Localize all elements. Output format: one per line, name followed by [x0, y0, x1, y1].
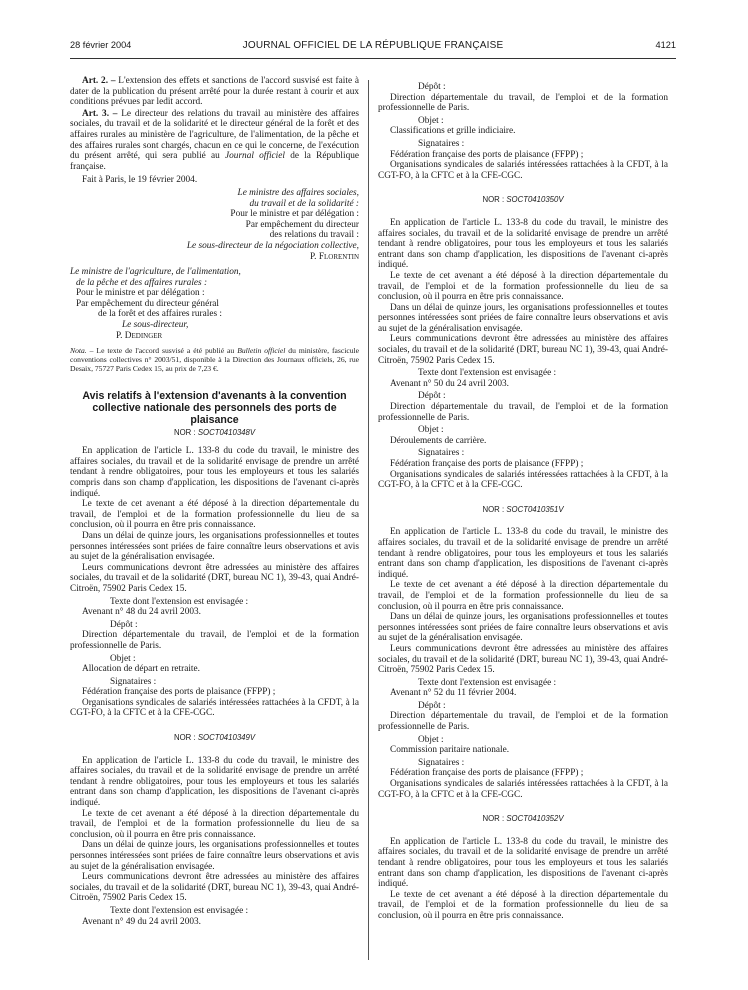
- sec1-signataire-2: Organisations syndicales de salariés intéressées rattachées à la CFDT, à la CGT-FO, à la CFTC et à la CFE-CGC.: [70, 697, 359, 719]
- article-3-number: Art. 3. –: [82, 108, 118, 119]
- sec3-objet: Déroulements de carrière.: [390, 435, 487, 446]
- sec1-label-objet: Objet :: [110, 653, 136, 664]
- nor-label: NOR :: [482, 195, 505, 205]
- sec2-paragraph-4: Leurs communications devront être adressées au ministère des affaires sociales, du travail et de la solidarité (DRT, bureau NC 1), 39-43, quai André-Citroën, 75902 Paris Cedex 15.: [70, 872, 359, 904]
- sec4-label-texte: Texte dont l'extension est envisagée :: [418, 677, 557, 688]
- sec4-signataire-1: Fédération française des ports de plaisance (FFPP) ;: [390, 768, 584, 779]
- article-3-end: de la République française.: [70, 151, 359, 172]
- top-label-signataires: Signataires :: [418, 138, 465, 149]
- nota-bulletin: Bulletin officiel: [237, 346, 286, 356]
- sec1-objet: Allocation de départ en retraite.: [82, 664, 200, 675]
- sec3-label-depot: Dépôt :: [418, 391, 446, 402]
- sec3-avenant: Avenant n° 50 du 24 avril 2003.: [390, 378, 509, 389]
- nor-ref-3: [378, 195, 668, 206]
- sec1-avenant: Avenant n° 48 du 24 avril 2003.: [82, 607, 201, 618]
- nor-code: SOCT0410348V: [197, 427, 256, 437]
- article-3: [70, 109, 359, 173]
- nota-note: [70, 347, 359, 373]
- nor-code: SOCT0410350V: [506, 195, 564, 205]
- sig1-line-3: Pour le ministre et par délégation :: [230, 209, 359, 220]
- sec3-label-objet: Objet :: [418, 425, 444, 436]
- sec1-label-depot: Dépôt :: [110, 619, 138, 630]
- sec4-paragraph-3: Dans un délai de quinze jours, les organisations professionnelles et toutes personnes intéressées sont priées de faire connaître leurs observations et avis au sujet de la généralisation envisagée.: [378, 612, 668, 644]
- article-2: [70, 76, 359, 108]
- header-page-number: 4121: [655, 40, 676, 50]
- signature-block-1: [70, 188, 359, 262]
- sec3-depot: Direction départementale du travail, de l'emploi et de la formation professionnelle de Paris.: [378, 402, 668, 423]
- sec2-avenant: Avenant n° 49 du 24 avril 2003.: [82, 916, 201, 927]
- sec4-label-signataires: Signataires :: [418, 757, 465, 768]
- top-depot: Direction départementale du travail, de l'emploi et de la formation professionnelle de Paris.: [378, 92, 668, 114]
- nor-label: NOR :: [173, 427, 196, 437]
- sec2-paragraph-2: Le texte de cet avenant a été déposé à la direction départementale du travail, de l'emploi et de la formation professionnelle du lieu de sa conclusion, où il pourra en être pris connaissance.: [70, 808, 359, 840]
- sig1-line-1: Le ministre des affaires sociales,: [237, 187, 359, 198]
- header-rule: [70, 58, 676, 59]
- sig2-line-4: Par empêchement du directeur général: [76, 298, 219, 309]
- nota-rest: du ministère, fascicule conventions collectives n° 2003/51, disponible à la Direction des Journaux officiels, 26, rue Desaix, 75727 Paris Cedex 15, au prix de 7,23 €.: [70, 346, 359, 373]
- header-date: 28 février 2004: [70, 40, 132, 50]
- sec1-paragraph-2: Le texte de cet avenant a été déposé à la direction départementale du travail, de l'emploi et de la formation professionnelle du lieu de sa conclusion, où il pourra en être pris connaissance.: [70, 499, 359, 531]
- sec2-paragraph-3: Dans un délai de quinze jours, les organisations professionnelles et toutes personnes intéressées sont priées de faire connaître leurs observations et avis au sujet de la généralisation envisagée.: [70, 840, 359, 872]
- sec1-paragraph-3: Dans un délai de quinze jours, les organisations professionnelles et toutes personnes intéressées sont priées de faire connaître leurs observations et avis au sujet de la généralisation envisagée.: [70, 530, 359, 563]
- sig2-line-3: Pour le ministre et par délégation :: [76, 288, 205, 299]
- sec1-label-signataires: Signataires :: [110, 676, 157, 687]
- nor-ref-2: [70, 733, 359, 744]
- sec4-paragraph-1: En application de l'article L. 133-8 du code du travail, le ministre des affaires sociales, du travail et de la solidarité envisage de prendre un arrêté tendant à rendre obligatoires, pour tous les employeurs et tous les salariés entrant dans son champ d'application, les dispositions de l'avenant ci-après indiqué.: [378, 527, 668, 580]
- nota-text: Le texte de l'accord susvisé a été publié au: [93, 346, 238, 356]
- avis-heading: Avis relatifs à l'extension d'avenants à la convention collective nationale des personnels des ports de plaisance: [82, 389, 347, 426]
- sec4-signataire-2: Organisations syndicales de salariés intéressées rattachées à la CFDT, à la CGT-FO, à la CFTC et à la CFE-CGC.: [378, 779, 668, 800]
- sig1-signatory: P. Florentin: [310, 251, 359, 262]
- top-label-depot: Dépôt :: [418, 82, 446, 92]
- sig2-line-5: de la forêt et des affaires rurales :: [98, 309, 222, 320]
- sec3-paragraph-2: Le texte de cet avenant a été déposé à la direction départementale du travail, de l'emploi et de la formation professionnelle du lieu de sa conclusion, où il pourra en être pris connaissance.: [378, 270, 668, 303]
- signature-block-2: [70, 267, 359, 341]
- sec1-paragraph-1: En application de l'article L. 133-8 du code du travail, le ministre des affaires sociales, du travail et de la solidarité envisage de prendre un arrêté tendant à rendre obligatoires, pour tous les employeurs et tous les salariés compris dans son champ d'application, les dispositions de l'avenant ci-après indiqué.: [70, 446, 359, 499]
- sec1-signataire-1: Fédération française des ports de plaisance (FFPP) ;: [82, 687, 276, 698]
- nor-label: NOR :: [482, 814, 505, 824]
- nor-ref-4: [378, 505, 668, 516]
- nor-code: SOCT0410349V: [197, 733, 256, 743]
- article-3-journal: Journal officiel: [225, 151, 285, 162]
- sig1-line-6: Le sous-directeur de la négociation collective,: [186, 240, 359, 251]
- nor-label: NOR :: [482, 504, 505, 514]
- sig1-line-2: du travail et de la solidarité :: [249, 198, 359, 209]
- nor-ref-5: [378, 814, 668, 825]
- sec4-depot: Direction départementale du travail, de l'emploi et de la formation professionnelle de Paris.: [378, 711, 668, 733]
- right-column: [378, 80, 668, 922]
- sec4-avenant: Avenant n° 52 du 11 février 2004.: [390, 688, 517, 699]
- top-objet: Classifications et grille indiciaire.: [390, 126, 516, 137]
- sec1-paragraph-4: Leurs communications devront être adressées au ministère des affaires sociales, du travail et de la solidarité (DRT, bureau NC 1), 39-43, quai André-Citroën, 75902 Paris Cedex 15.: [70, 562, 359, 594]
- top-label-objet: Objet :: [418, 115, 444, 126]
- sig2-line-1: Le ministre de l'agriculture, de l'alimentation,: [70, 267, 241, 278]
- column-divider: [368, 80, 369, 960]
- header-journal-title: JOURNAL OFFICIEL DE LA RÉPUBLIQUE FRANÇAISE: [242, 40, 504, 51]
- top-signataire-1: Fédération française des ports de plaisance (FFPP) ;: [390, 149, 584, 160]
- sec3-label-signataires: Signataires :: [418, 448, 465, 459]
- sec1-depot: Direction départementale du travail, de l'emploi et de la formation professionnelle de Paris.: [70, 630, 359, 651]
- sec3-paragraph-1: En application de l'article L. 133-8 du code du travail, le ministre des affaires sociales, du travail et de la solidarité envisage de prendre un arrêté tendant à rendre obligatoires, pour tous les employeurs et tous les salariés entrant dans son champ d'application, les dispositions de l'avenant ci-après indiqué.: [378, 217, 668, 271]
- fait-a-paris: Fait à Paris, le 19 février 2004.: [82, 175, 198, 186]
- left-column: [70, 76, 359, 927]
- article-2-number: Art. 2. –: [82, 76, 116, 86]
- page-header: [70, 40, 676, 54]
- top-signataire-2: Organisations syndicales de salariés intéressées rattachées à la CFDT, à la CGT-FO, à la CFTC et à la CFE-CGC.: [378, 160, 668, 181]
- sec2-paragraph-1: En application de l'article L. 133-8 du code du travail, le ministre des affaires sociales, du travail et de la solidarité envisage de prendre un arrêté tendant à rendre obligatoires, pour tous les employeurs et tous les salariés entrant dans son champ d'application, les dispositions de l'avenant ci-après indiqué.: [70, 755, 359, 809]
- sig2-line-6: Le sous-directeur,: [122, 320, 189, 331]
- sec4-paragraph-2: Le texte de cet avenant a été déposé à la direction départementale du travail, de l'emploi et de la formation professionnelle du lieu de sa conclusion, où il pourra en être pris connaissance.: [378, 580, 668, 612]
- nor-ref-1: [70, 428, 359, 439]
- article-2-text: L'extension des effets et sanctions de l'accord susvisé est faite à dater de la publication du présent arrêté pour la durée restant à courir et aux conditions prévues par ledit accord.: [70, 76, 359, 108]
- sec3-paragraph-4: Leurs communications devront être adressées au ministère des affaires sociales, du travail et de la solidarité (DRT, bureau NC 1), 39-43, quai André-Citroën, 75902 Paris Cedex 15.: [378, 334, 668, 366]
- sec4-label-objet: Objet :: [418, 734, 444, 745]
- sec4-label-depot: Dépôt :: [418, 700, 446, 711]
- sec3-signataire-2: Organisations syndicales de salariés intéressées rattachées à la CFDT, à la CGT-FO, à la CFTC et à la CFE-CGC.: [378, 469, 668, 491]
- nor-code: SOCT0410351V: [506, 504, 564, 514]
- nota-label: Nota. –: [70, 346, 94, 356]
- sec1-label-texte: Texte dont l'extension est envisagée :: [110, 596, 249, 607]
- sig2-signatory: P. Dedinger: [116, 330, 163, 341]
- nor-code: SOCT0410352V: [506, 814, 564, 824]
- sec5-paragraph-2: Le texte de cet avenant a été déposé à la direction départementale du travail, de l'emploi et de la formation professionnelle du lieu de sa conclusion, où il pourra en être pris connaissance.: [378, 889, 668, 921]
- sec3-signataire-1: Fédération française des ports de plaisance (FFPP) ;: [390, 459, 584, 469]
- article-3-text: Le directeur des relations du travail au ministère des affaires sociales, du travail et de la solidarité et le directeur général de la forêt et des affaires rurales au ministère de l'agriculture, de l'alimentation, de la pêche et des affaires rurales sont chargés, chacun en ce qui le concerne, de l'exécution du présent arrêté, qui sera publié au: [70, 108, 360, 162]
- sec5-paragraph-1: En application de l'article L. 133-8 du code du travail, le ministre des affaires sociales, du travail et de la solidarité envisage de prendre un arrêté tendant à rendre obligatoires, pour tous les employeurs et tous les salariés entrant dans son champ d'application, les dispositions de l'avenant ci-après indiqué.: [378, 836, 668, 890]
- sig2-line-2: de la pêche et des affaires rurales :: [76, 277, 208, 288]
- sig1-line-5: des relations du travail :: [269, 230, 359, 241]
- sec4-objet: Commission paritaire nationale.: [390, 745, 510, 756]
- nor-label: NOR :: [173, 733, 196, 743]
- sig1-line-4: Par empêchement du directeur: [245, 219, 359, 230]
- sec4-paragraph-4: Leurs communications devront être adressées au ministère des affaires sociales, du travail et de la solidarité (DRT, bureau NC 1), 39-43, quai André-Citroën, 75902 Paris Cedex 15.: [378, 643, 668, 676]
- sec3-paragraph-3: Dans un délai de quinze jours, les organisations professionnelles et toutes personnes intéressées sont priées de faire connaître leurs observations et avis au sujet de la généralisation envisagée.: [378, 302, 668, 334]
- sec3-label-texte: Texte dont l'extension est envisagée :: [418, 368, 557, 379]
- sec2-label-texte: Texte dont l'extension est envisagée :: [110, 905, 249, 916]
